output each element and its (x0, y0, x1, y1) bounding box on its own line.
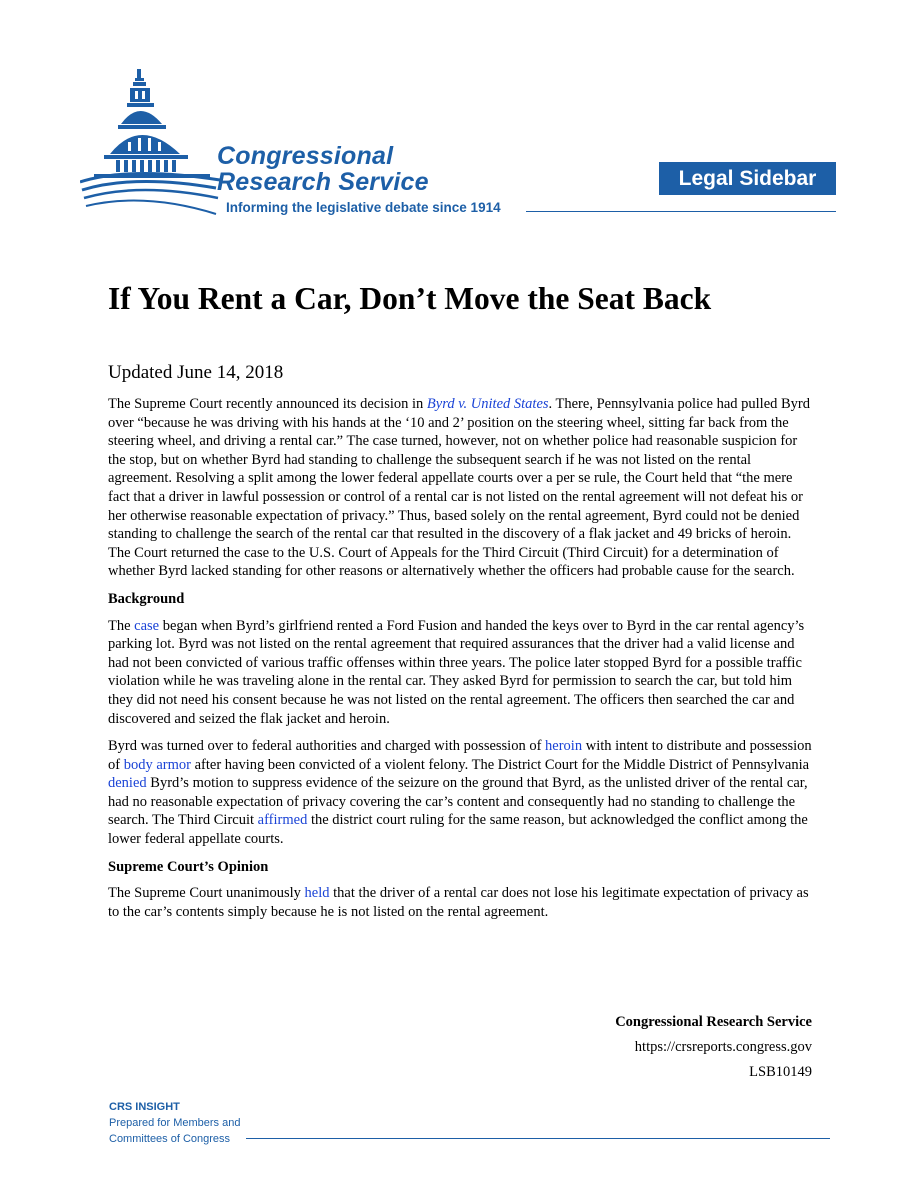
page-title: If You Rent a Car, Don’t Move the Seat Back (108, 281, 712, 316)
legal-sidebar-badge: Legal Sidebar (659, 162, 836, 195)
heading-supreme-court-opinion: Supreme Court’s Opinion (108, 858, 269, 875)
link-case[interactable]: case (134, 617, 160, 634)
text: . There, Pennsylvania police had pulled Byrd over “because he was driving with his hands at the ‘10 and 2’ position on the steering wheel, sitting far back from the steering wheel, and driving a rental car.” The case turned, however, not on whether police had reasonable suspicion for the stop, but on whether Byrd had standing to challenge the subsequent search if he was not listed on the rental agreement. Resolving a split among the lower federal appellate courts over a per se rule, the Court held that “the mere fact that a driver in lawful possession or control of a rental car is not listed on the rental agreement will not defeat his or her otherwise reasonable expectation of privacy.” Thus, based solely on the rental agreement, Byrd could not be denied standing to challenge the search of the rental car that resulted in the discovery of a flak jacket and 49 bricks of heroin. The Court returned the case to the U.S. Court of Appeals for the Third Circuit (Third Circuit) for a determination of whether Byrd lacked standing for other reasons or alternatively whether the officers had probable cause for the search. (108, 396, 811, 580)
crs-insight (109, 1099, 240, 1147)
paragraph-intro (108, 395, 813, 581)
org-name-line2: Research Service (217, 168, 429, 196)
insight-label: CRS INSIGHT (109, 1101, 180, 1113)
link-held[interactable]: held (304, 885, 330, 902)
insight-line2: Committees of Congress (109, 1133, 231, 1145)
text: The Supreme Court unanimously (108, 885, 305, 902)
text: that the driver of a rental car does not lose his legitimate expectation of privacy as to the car’s contents simply because he is not listed on the rental agreement. (108, 885, 809, 920)
text: began when Byrd’s girlfriend rented a Ford Fusion and handed the keys over to Byrd in the car rental agency’s parking lot. Byrd was not listed on the rental agreement that required assurances that the driver had a valid license and had not been convicted of various traffic offenses within three years. The police later stopped Byrd for a possible traffic violation while he was traveling alone in the rental car. They asked Byrd for permission to search the car, but told him they did not need his consent because he was not listed on the rental agreement. The officers then searched the car and discovered and seized the flak jacket and heroin. (108, 617, 805, 727)
footer-info (615, 1013, 812, 1088)
updated-date: Updated June 14, 2018 (108, 362, 284, 383)
text: the district court ruling for the same reason, but acknowledged the conflict among the lower federal appellate courts. (108, 812, 808, 848)
heading-background: Background (108, 590, 185, 607)
footer-org: Congressional Research Service (615, 1014, 812, 1030)
article-body (108, 395, 813, 930)
text: Byrd’s motion to suppress evidence of the seizure on the ground that Byrd, as the unlisted driver of the rental car, had no reasonable expectation of privacy covering the car’s content and consequently had no standing to challenge the search. The Third Circuit (108, 775, 808, 829)
link-heroin[interactable]: heroin (545, 738, 583, 755)
footer-id: LSB10149 (749, 1064, 812, 1080)
paragraph-background (108, 617, 813, 729)
link-denied[interactable]: denied (108, 775, 147, 792)
text: after having been convicted of a violent felony. The District Court for the Middle District of Pennsylvania (190, 756, 810, 773)
paragraph-proceedings (108, 737, 813, 849)
text: Byrd was turned over to federal authorities and charged with possession of (108, 738, 546, 755)
org-name-line1: Congressional (217, 142, 394, 170)
paragraph-opinion (108, 884, 813, 921)
link-byrd-v-united-states[interactable]: Byrd v. United States (426, 396, 549, 412)
insight-line1: Prepared for Members and (109, 1117, 241, 1129)
tagline: Informing the legislative debate since 1914 (226, 200, 501, 215)
org-name (217, 143, 429, 195)
text: The (108, 617, 135, 634)
text: The Supreme Court recently announced its decision in (108, 396, 427, 412)
footer-url[interactable]: https://crsreports.congress.gov (634, 1039, 812, 1055)
link-body-armor[interactable]: body armor (123, 756, 191, 773)
tagline-rule (526, 211, 836, 212)
text: with intent to distribute and possession of (108, 738, 812, 773)
insight-rule (246, 1138, 830, 1139)
link-affirmed[interactable]: affirmed (257, 812, 308, 829)
